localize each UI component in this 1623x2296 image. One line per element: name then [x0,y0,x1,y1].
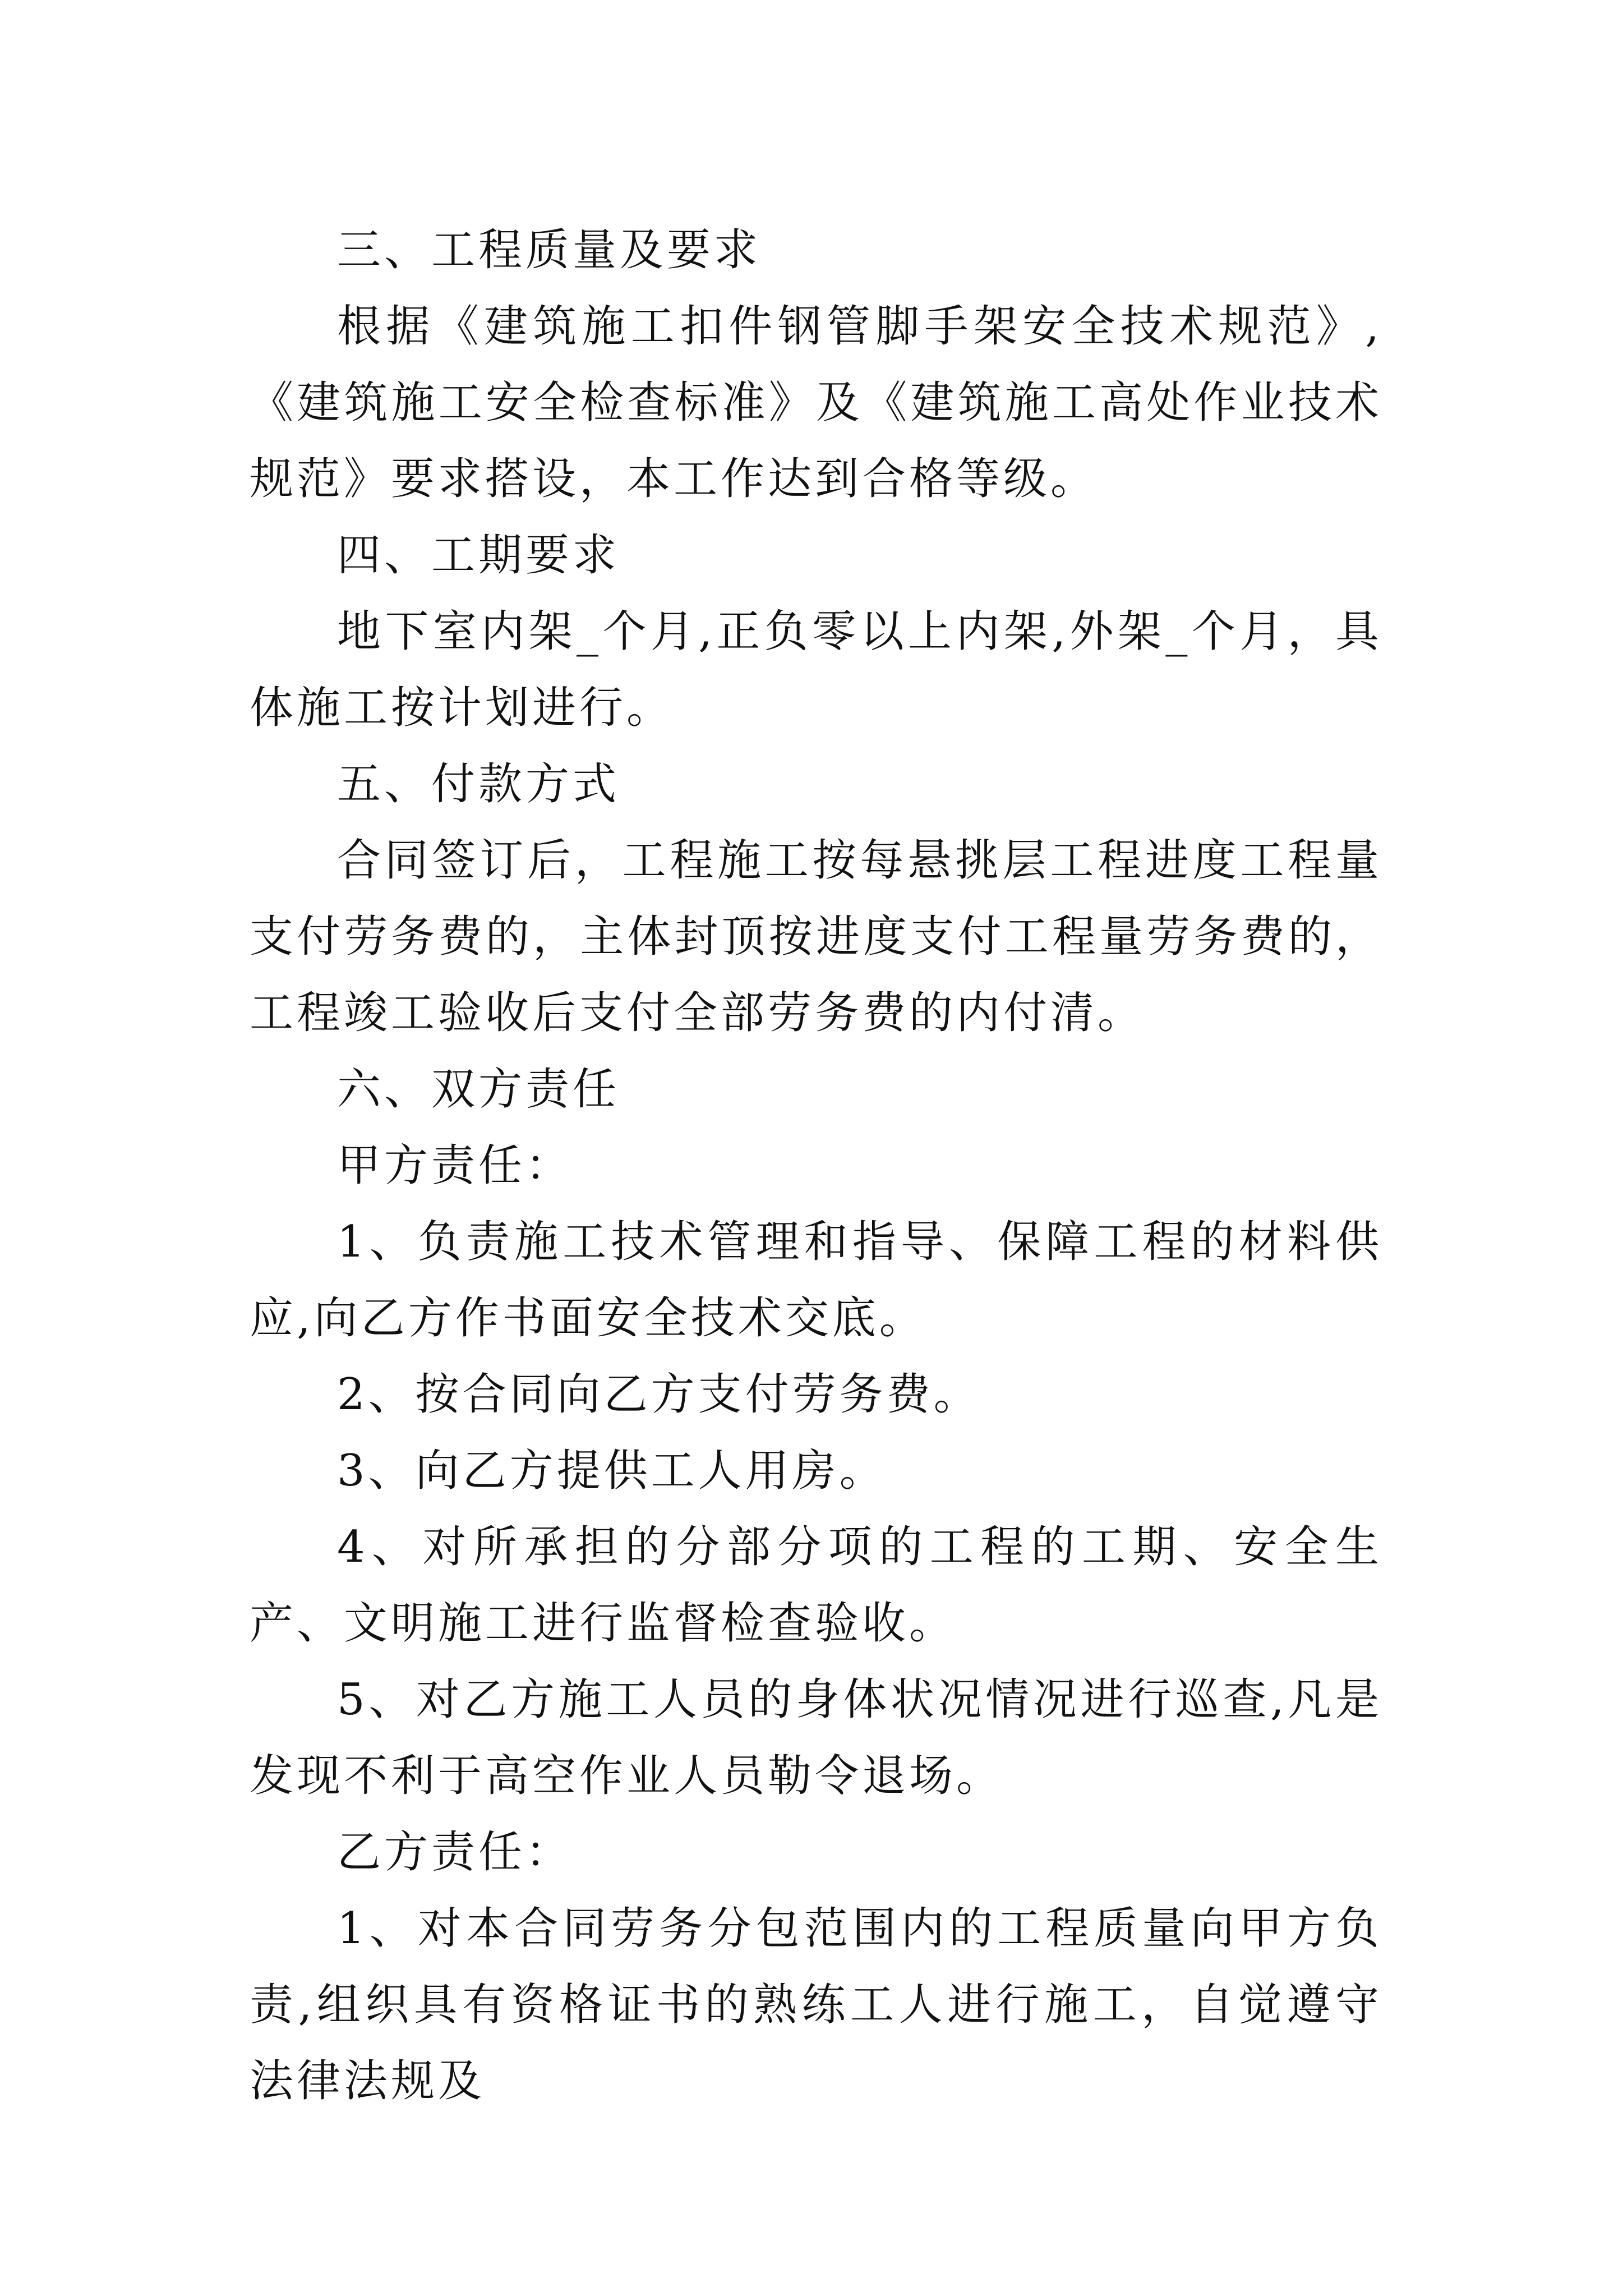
party-a-item-2: 2、按合同向乙方支付劳务费。 [337,1369,981,1420]
party-a-item-3: 3、向乙方提供工人用房。 [337,1446,887,1496]
paragraph-payment: 合同签订后，工程施工按每悬挑层工程进度工程量支付劳务费的，主体封顶按进度支付工程量劳务费的，工程竣工验收后支付全部劳务费的内付清。 [250,835,1382,1038]
paragraph-quality-standards: 根据《建筑施工扣件钢管脚手架安全技术规范》,《建筑施工安全检查标准》及《建筑施工高处作业技术规范》要求搭设，本工作达到合格等级。 [250,301,1382,504]
section-heading-quality: 三、工程质量及要求 [337,225,762,275]
subheading-party-a: 甲方责任： [337,1140,573,1191]
party-a-item-1: 1、负责施工技术管理和指导、保障工程的材料供应,向乙方作书面安全技术交底。 [250,1217,1382,1343]
section-heading-payment: 五、付款方式 [337,759,620,809]
paragraph-schedule: 地下室内架_个月,正负零以上内架,外架_个月，具体施工按计划进行。 [250,606,1382,733]
party-a-item-4: 4、对所承担的分部分项的工程的工期、安全生产、文明施工进行监督检查验收。 [250,1522,1382,1649]
section-heading-responsibilities: 六、双方责任 [337,1064,620,1115]
subheading-party-b: 乙方责任： [337,1827,573,1878]
party-b-item-1: 1、对本合同劳务分包范围内的工程质量向甲方负责,组织具有资格证书的熟练工人进行施工，自觉遵守法律法规及 [250,1903,1382,2106]
party-a-item-5: 5、对乙方施工人员的身体状况情况进行巡查,凡是发现不利于高空作业人员勒令退场。 [250,1674,1382,1801]
section-heading-schedule: 四、工期要求 [337,530,620,581]
document-body [250,212,1382,2119]
